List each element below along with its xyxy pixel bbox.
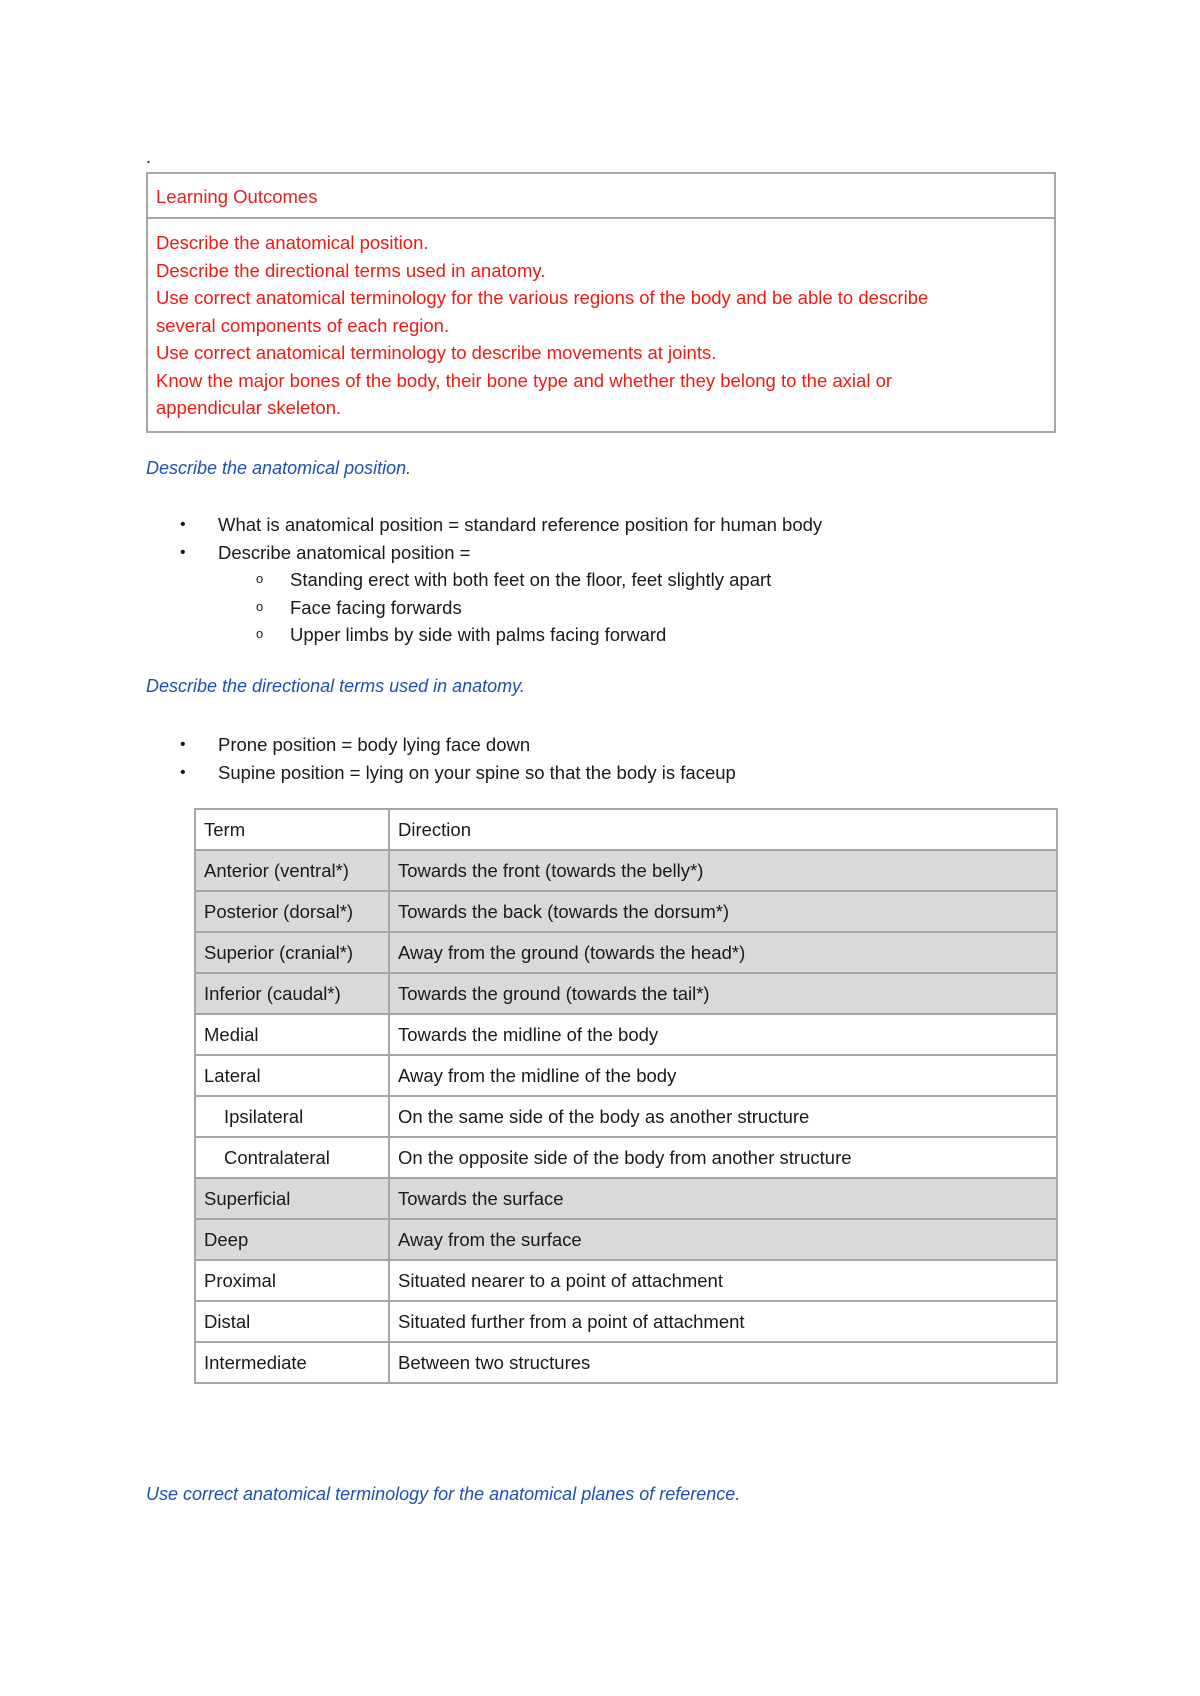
direction-cell: Away from the surface — [389, 1219, 1057, 1260]
direction-cell: Towards the surface — [389, 1178, 1057, 1219]
table-row — [195, 1260, 1057, 1301]
term-cell: Contralateral — [195, 1137, 389, 1178]
outcome-line: several components of each region. — [156, 314, 450, 336]
anatomical-position-list — [146, 511, 822, 649]
sub-bullet-icon: o — [256, 571, 264, 586]
outcome-line: Use correct anatomical terminology to describe movements at joints. — [156, 342, 717, 363]
term-cell: Lateral — [195, 1055, 389, 1096]
table-row — [195, 1301, 1057, 1342]
direction-cell: Situated nearer to a point of attachment — [389, 1260, 1057, 1301]
table-row — [195, 1342, 1057, 1383]
term-cell: Superficial — [195, 1178, 389, 1219]
lead-dot: . — [146, 147, 152, 167]
table-header-cell: Term — [195, 809, 389, 850]
term-cell: Deep — [195, 1219, 389, 1260]
table-row — [195, 1055, 1057, 1096]
section-heading-directional-terms: Describe the directional terms used in anatomy. — [146, 676, 525, 696]
table-header-cell: Direction — [389, 809, 1057, 850]
table-row — [195, 932, 1057, 973]
list-item: o Standing erect with both feet on the floor, feet slightly apart — [146, 566, 822, 594]
list-item: • Describe anatomical position = — [146, 539, 822, 567]
table-row — [195, 891, 1057, 932]
list-item: o Face facing forwards — [146, 594, 822, 622]
direction-cell: Towards the back (towards the dorsum*) — [389, 891, 1057, 932]
outcome-line: Use correct anatomical terminology for the various regions of the body and be able to describe — [156, 287, 929, 308]
outcome-line: Describe the directional terms used in anatomy. — [156, 259, 546, 281]
outcome-line: Describe the anatomical position. — [156, 232, 429, 253]
bullet-icon: • — [180, 763, 186, 781]
bullet-icon: • — [180, 736, 186, 753]
table-row — [195, 850, 1057, 891]
direction-cell: Away from the midline of the body — [389, 1055, 1057, 1096]
term-cell: Ipsilateral — [195, 1096, 389, 1137]
learning-outcomes-title: Learning Outcomes — [148, 174, 1054, 219]
direction-cell: Towards the front (towards the belly*) — [389, 850, 1057, 891]
section-heading-planes-of-reference: Use correct anatomical terminology for the anatomical planes of reference. — [146, 1484, 741, 1504]
table-row — [195, 973, 1057, 1014]
term-cell: Superior (cranial*) — [195, 932, 389, 973]
direction-cell: Towards the midline of the body — [389, 1014, 1057, 1055]
learning-outcomes-box — [146, 172, 1056, 433]
sub-bullet-icon: o — [256, 626, 264, 641]
bullet-icon: • — [180, 516, 186, 533]
table-row — [195, 1014, 1057, 1055]
direction-cell: On the opposite side of the body from another structure — [389, 1137, 1057, 1178]
table-row — [195, 1178, 1057, 1219]
learning-outcomes-list — [148, 219, 1054, 431]
term-cell: Posterior (dorsal*) — [195, 891, 389, 932]
directional-terms-table — [194, 808, 1058, 1384]
directional-terms-list — [146, 731, 736, 786]
table-header-row — [195, 809, 1057, 850]
outcome-line: Know the major bones of the body, their bone type and whether they belong to the axial or — [156, 369, 893, 391]
list-item: • Prone position = body lying face down — [146, 731, 736, 759]
table-row — [195, 1137, 1057, 1178]
table-row — [195, 1096, 1057, 1137]
term-cell: Anterior (ventral*) — [195, 850, 389, 891]
term-cell: Inferior (caudal*) — [195, 973, 389, 1014]
direction-cell: On the same side of the body as another structure — [389, 1096, 1057, 1137]
sub-bullet-icon: o — [256, 598, 264, 614]
term-cell: Intermediate — [195, 1342, 389, 1383]
term-cell: Proximal — [195, 1260, 389, 1301]
list-item: • What is anatomical position = standard reference position for human body — [146, 511, 822, 539]
term-cell: Medial — [195, 1014, 389, 1055]
direction-cell: Away from the ground (towards the head*) — [389, 932, 1057, 973]
direction-cell: Between two structures — [389, 1342, 1057, 1383]
outcome-line: appendicular skeleton. — [156, 397, 342, 418]
list-item: o Upper limbs by side with palms facing forward — [146, 621, 822, 649]
list-item: • Supine position = lying on your spine so that the body is faceup — [146, 759, 736, 787]
term-cell: Distal — [195, 1301, 389, 1342]
table-row — [195, 1219, 1057, 1260]
direction-cell: Situated further from a point of attachment — [389, 1301, 1057, 1342]
bullet-icon: • — [180, 543, 186, 561]
section-heading-anatomical-position: Describe the anatomical position. — [146, 458, 412, 478]
direction-cell: Towards the ground (towards the tail*) — [389, 973, 1057, 1014]
